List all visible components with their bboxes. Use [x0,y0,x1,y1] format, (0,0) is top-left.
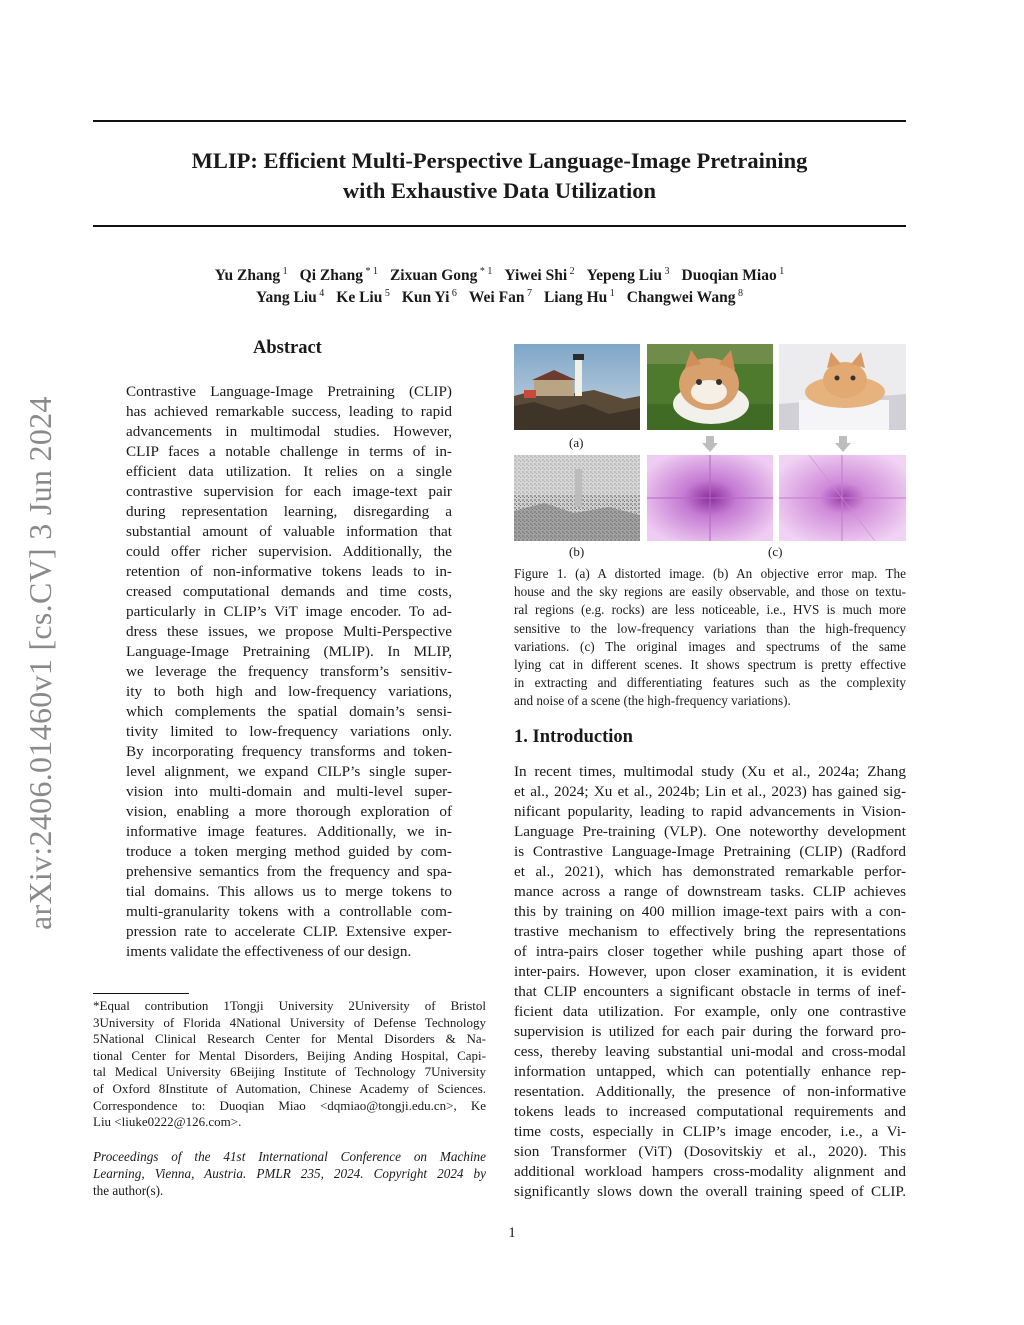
proceedings-line: the author(s). [93,1183,164,1198]
author-name: Ke Liu [336,289,383,307]
footnote-line: *Equal contribution 1Tongji University 2University of Bristol [93,998,486,1013]
figure-image-cat-grass [647,344,773,430]
abstract-line: prehensive semantics from the frequency and spa- [126,863,452,880]
footnote-line: Liu <liuke0222@126.com>. [93,1114,242,1130]
introduction-body [514,762,906,1202]
author-name: Yiwei Shi [504,267,568,285]
abstract-line: ity to both high and low-frequency variations, [126,683,452,700]
introduction-line: nificant popularity, leading to rapid advancements in Vision- [514,803,906,820]
abstract-line: vision, enabling a more thorough exploration of [126,803,452,820]
title-rule-top [93,120,906,122]
abstract-line: CLIP faces a notable challenge in terms of in- [126,443,452,460]
abstract-line: particularly in CLIP’s ViT image encoder. To ad- [126,603,452,620]
footnote-line: tional Center for Mental Disorders, Beijing Anding Hospital, Capi- [93,1047,486,1063]
author-row-2 [93,284,906,308]
abstract-line: which complements the spatial domain’s sensi- [126,703,452,720]
footnote-line: of Oxford 8Institute of Automation, Chinese Academy of Sciences. [93,1080,486,1096]
figure-image-error-map [514,455,640,541]
author-name: Yang Liu [256,289,317,307]
title-rule-bottom [93,225,906,227]
introduction-line: that CLIP encounters a significant obstacle in terms of inef- [514,983,906,1000]
author-affiliation: 1 [776,266,785,277]
introduction-line: ficient data utilization. For example, only one contrastive [514,1003,906,1020]
author-affiliation: 4 [316,288,325,299]
abstract-line: troduce a token merging method guided by com- [126,843,452,860]
caption-line: variations. (c) The original images and spectrums of the same [514,638,906,654]
author-affiliation: 1 [280,266,288,277]
caption-line: lying cat in different scenes. It shows spectrum is pretty effective [514,657,906,673]
caption-line: and noise of a scene (the high-frequency variations). [514,693,791,709]
figure-label-c: (c) [768,544,783,559]
introduction-line: Language Pre-training (VLP). One noteworthy development [514,823,906,840]
author-affiliation: 7 [524,288,532,299]
abstract-line: retention of non-informative tokens leads to in- [126,563,452,580]
author-name: Yu Zhang [214,267,281,285]
abstract-line: contrastive supervision for each image-text pair [126,483,452,500]
introduction-line: inter-pairs. However, upon closer examination, it is evident [514,963,906,980]
footnote-line: tal Medical University 6Beijing Institute of Technology 7University [93,1064,486,1080]
author-name: Kun Yi [401,289,450,307]
author [390,267,492,284]
caption-line: house and the sky regions are easily observable, and those on textu- [514,584,906,600]
author [256,289,324,306]
down-arrow-icon [835,436,851,452]
author [336,289,390,306]
author [627,289,743,306]
introduction-line: significantly slows down the overall training speed of CLIP. [514,1183,906,1200]
footnote-line: Correspondence to: Duoqian Miao <dqmiao@tongji.edu.cn>, Ke [93,1097,486,1113]
introduction-line: additional workload hampers cross-modality alignment and [514,1163,906,1180]
author-affiliation: 6 [449,288,457,299]
author [544,289,615,306]
introduction-line: sion Transformer (ViT) (Dosovitskiy et al., 2020). This [514,1143,906,1160]
author-name: Duoqian Miao [681,267,777,285]
abstract-line: Contrastive Language-Image Pretraining (CLIP) [126,383,452,400]
footnote-rule [93,993,189,994]
author-name: Changwei Wang [626,289,736,307]
abstract-line: vision into multi-domain and multi-level super- [126,783,452,800]
abstract-line: during representation learning, disregarding a [126,503,452,520]
abstract-body [126,382,452,962]
abstract-line: dress these issues, we propose Multi-Perspective [126,623,452,640]
introduction-line: cess, thereby leaving substantial uni-modal and cross-modal [514,1043,906,1060]
paper-title [93,146,906,206]
abstract-line: informative image features. Additionally, we in- [126,823,452,840]
author-row-1 [93,262,906,286]
caption-line: in extracting and differentiating features such as the complexity [514,675,906,691]
proceedings-note [93,1148,486,1199]
title-line-1: MLIP: Efficient Multi-Perspective Language-Image Pretraining [191,148,808,173]
author [215,267,288,284]
author [587,267,670,284]
introduction-line: information untapped, which can potentially enhance rep- [514,1063,906,1080]
abstract-line: multi-granularity tokens with a controllable com- [126,903,452,920]
section-heading-introduction: 1. Introduction [514,727,633,747]
figure-image-cat-box [779,344,906,430]
author-affiliation: 2 [567,266,575,277]
introduction-line: et al., 2024; Xu et al., 2024b; Lin et al., 2023) has gained sig- [514,783,906,800]
author [402,289,457,306]
author-affiliation: 3 [662,266,670,277]
introduction-line: resentation. Additionally, the presence of non-informative [514,1083,906,1100]
arxiv-stamp: arXiv:2406.01460v1 [cs.CV] 3 Jun 2024 [22,396,58,930]
introduction-line: is Contrastive Language-Image Pretraining (CLIP) (Radford [514,843,906,860]
abstract-line: efficient data utilization. It relies on a single [126,463,452,480]
footnote-line: 3University of Florida 4National University of Defense Technology [93,1014,486,1030]
introduction-line: tokens leads to increased computational requirements and [514,1103,906,1120]
abstract-heading: Abstract [253,338,322,358]
author-affiliation: * 1 [477,266,493,277]
author-affiliation: 8 [735,288,743,299]
author [682,267,785,284]
introduction-line: time costs, especially in CLIP’s image encoder, i.e., a Vi- [514,1123,906,1140]
abstract-line: could offer richer supervision. Additionally, the [126,543,452,560]
figure-image-lighthouse [514,344,640,430]
abstract-line: advancements in multimodal studies. However, [126,423,452,440]
author [469,289,532,306]
page-number: 1 [508,1225,516,1241]
author-name: Liang Hu [543,289,608,307]
caption-line: ral regions (e.g. rocks) are less noticeable, i.e., HVS is much more [514,602,906,618]
abstract-line: tivity limited to low-frequency variations only. [126,723,452,740]
abstract-line: has achieved remarkable success, leading to rapid [126,403,452,420]
abstract-line: iments validate the effectiveness of our design. [126,943,412,960]
figure-spectrum-1 [647,455,773,541]
abstract-line: level alignment, we expand CILP’s single super- [126,763,452,780]
author-name: Wei Fan [468,289,525,307]
author-affiliation: 5 [382,288,390,299]
down-arrow-icon [702,436,718,452]
author-affiliation: 1 [607,288,615,299]
author-name: Qi Zhang [299,267,363,285]
abstract-line: creased computational demands and time costs, [126,583,452,600]
introduction-line: mance across a range of downstream tasks. CLIP achieves [514,883,906,900]
figure-label-b: (b) [569,544,585,559]
caption-line: Figure 1. (a) A distorted image. (b) An objective error map. The [514,566,906,581]
footnote-line: 5National Clinical Research Center for Mental Disorders & Na- [93,1031,486,1047]
author-affiliation: * 1 [362,266,378,277]
proceedings-line: Proceedings of the 41st International Conference on Machine [93,1149,486,1164]
introduction-line: of intra-pairs closer together while pushing apart those of [514,943,906,960]
caption-line: sensitive to the low-frequency variations than the high-frequency [514,620,906,636]
figure-label-a: (a) [569,435,584,450]
introduction-line: et al., 2021), which has demonstrated remarkable perfor- [514,863,906,880]
abstract-line: Language-Image Pretraining (MLIP). In MLIP, [126,643,452,660]
abstract-line: pression rate to accelerate CLIP. Extensive exper- [126,923,452,940]
abstract-line: By incorporating frequency transforms and token- [126,743,452,760]
author [504,267,574,284]
introduction-line: In recent times, multimodal study (Xu et al., 2024a; Zhang [514,763,906,780]
abstract-line: we leverage the frequency transform’s sensitiv- [126,663,452,680]
title-line-2: with Exhaustive Data Utilization [342,178,657,203]
author-name: Zixuan Gong [389,267,478,285]
author-name: Yepeng Liu [586,267,663,285]
introduction-line: supervision is utilized for each pair during the forward pro- [514,1023,906,1040]
affiliations-footnote [93,998,486,1131]
proceedings-line: Learning, Vienna, Austria. PMLR 235, 2024. Copyright 2024 by [93,1166,486,1181]
introduction-line: trastive mechanism to effectively bring the representations [514,923,906,940]
abstract-line: substantial amount of valuable information that [126,523,452,540]
abstract-line: tial domains. This allows us to merge tokens to [126,883,452,900]
figure-caption [514,565,906,711]
figure-spectrum-2 [779,455,906,541]
author [300,267,378,284]
introduction-line: this by training on 400 million image-text pairs with a con- [514,903,906,920]
